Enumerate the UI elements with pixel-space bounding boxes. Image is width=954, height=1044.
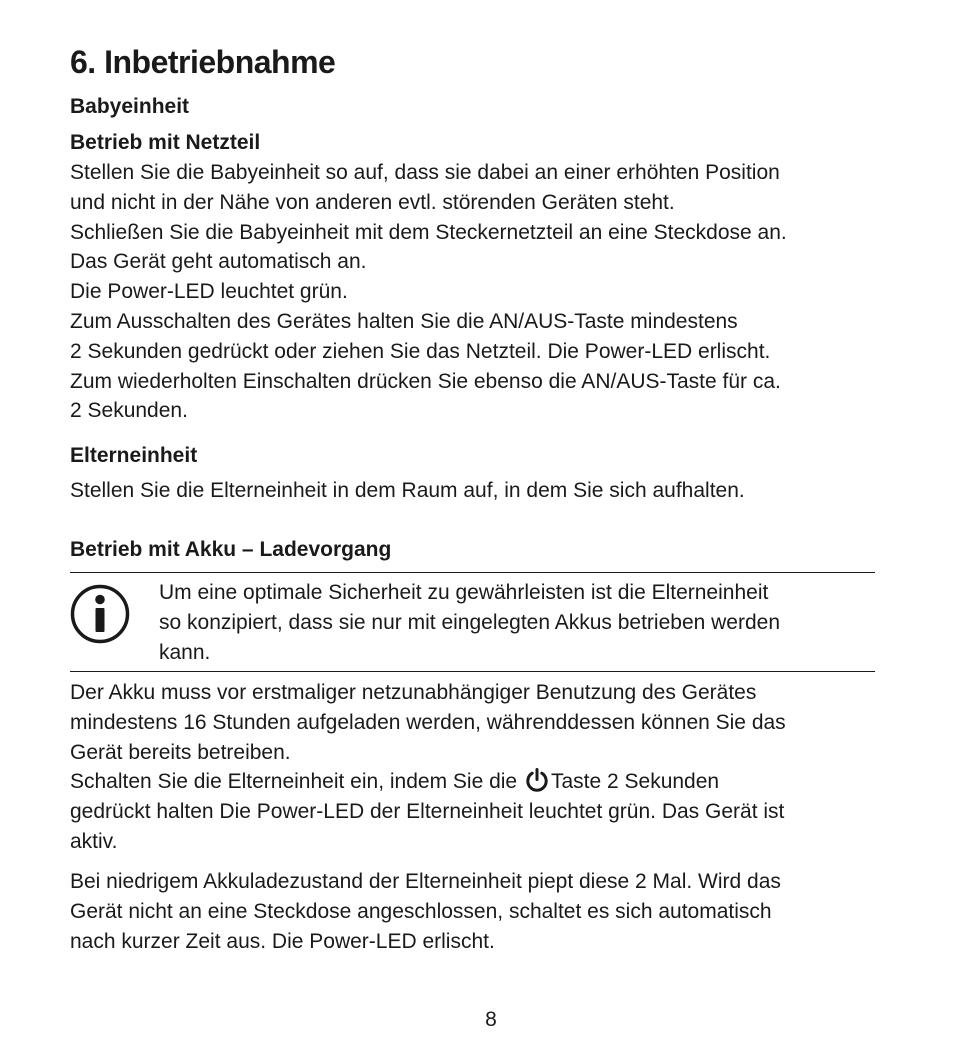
info-box-bottom-rule <box>70 671 875 672</box>
text-line: 2 Sekunden gedrückt oder ziehen Sie das Netzteil. Die Power-LED erlischt. <box>70 339 771 363</box>
text-line: Gerät bereits betreiben. <box>70 740 291 764</box>
text-fragment: Schalten Sie die Elterneinheit ein, indem Sie die <box>70 770 518 794</box>
info-icon <box>70 584 130 644</box>
text-line: Schließen Sie die Babyeinheit mit dem Steckernetzteil an eine Steckdose an. <box>70 220 787 244</box>
text-line: Zum Ausschalten des Gerätes halten Sie die AN/AUS-Taste mindestens <box>70 309 738 333</box>
paragraph-akku-laden <box>70 678 880 857</box>
subsection-title-netzteil: Betrieb mit Netzteil <box>70 131 261 154</box>
page-number: 8 <box>485 1008 497 1031</box>
paragraph-elterneinheit <box>70 476 880 506</box>
info-box-top-rule <box>70 572 875 573</box>
text-line: gedrückt halten Die Power-LED der Elterneinheit leuchtet grün. Das Gerät ist <box>70 800 785 824</box>
text-line: nach kurzer Zeit aus. Die Power-LED erlischt. <box>70 929 495 953</box>
text-fragment: Taste 2 Sekunden <box>550 770 720 794</box>
text-line: Die Power-LED leuchtet grün. <box>70 280 348 304</box>
info-note <box>159 578 879 668</box>
section-title-babyeinheit: Babyeinheit <box>70 95 190 118</box>
section-title-akku: Betrieb mit Akku – Ladevorgang <box>70 538 392 561</box>
text-line: Zum wiederholten Einschalten drücken Sie ebenso die AN/AUS-Taste für ca. <box>70 369 781 393</box>
text-line: Der Akku muss vor erstmaliger netzunabhängiger Benutzung des Gerätes <box>70 681 757 704</box>
paragraph-netzteil <box>70 158 880 426</box>
text-line: Stellen Sie die Babyeinheit so auf, dass sie dabei an einer erhöhten Position <box>70 161 780 184</box>
text-line: Stellen Sie die Elterneinheit in dem Raum auf, in dem Sie sich aufhalten. <box>70 479 745 502</box>
section-title-elterneinheit: Elterneinheit <box>70 444 198 467</box>
text-line: Bei niedrigem Akkuladezustand der Elterneinheit piept diese 2 Mal. Wird das <box>70 870 781 893</box>
text-line: Das Gerät geht automatisch an. <box>70 250 367 274</box>
text-line: und nicht in der Nähe von anderen evtl. störenden Geräten steht. <box>70 190 675 214</box>
text-line-with-icon <box>70 767 880 797</box>
text-line: so konzipiert, dass sie nur mit eingelegten Akkus betrieben werden <box>159 611 781 634</box>
text-line: Gerät nicht an eine Steckdose angeschlossen, schaltet es sich automatisch <box>70 899 772 923</box>
text-line: mindestens 16 Stunden aufgeladen werden, währenddessen können Sie das <box>70 710 786 734</box>
paragraph-akkuladezustand <box>70 867 880 956</box>
text-line: Um eine optimale Sicherheit zu gewährleisten ist die Elterneinheit <box>159 581 769 604</box>
text-line: 2 Sekunden. <box>70 399 188 423</box>
text-line: kann. <box>159 641 211 664</box>
power-icon <box>524 767 550 793</box>
text-line: aktiv. <box>70 829 118 853</box>
page-title: 6. Inbetriebnahme <box>70 44 336 80</box>
